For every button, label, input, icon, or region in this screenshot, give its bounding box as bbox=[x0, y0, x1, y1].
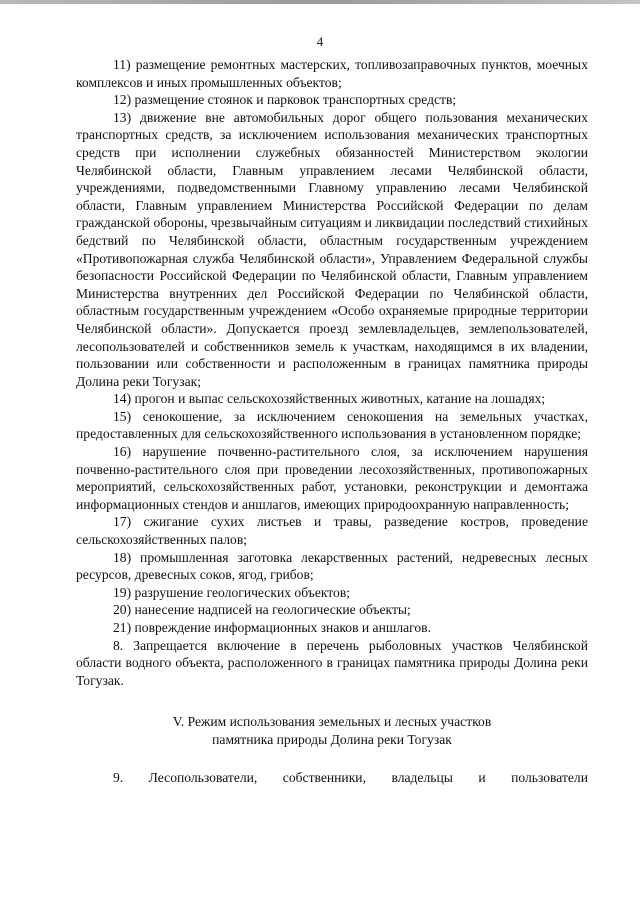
scan-top-edge bbox=[0, 0, 640, 4]
document-body bbox=[76, 56, 588, 786]
list-item-15: 15) сенокошение, за исключением сенокошения на земельных участках, предоставленных для сельскохозяйственного использования в установленном порядке; bbox=[76, 408, 588, 442]
list-item-20: 20) нанесение надписей на геологические объекты; bbox=[113, 602, 411, 618]
list-item-11: 11) размещение ремонтных мастерских, топливозаправочных пунктов, моечных комплексов и иных промышленных объектов; bbox=[76, 57, 588, 90]
list-item-13: 13) движение вне автомобильных дорог общего пользования механических транспортных средств, за исключением использования механических транспортных средств при исполнении служебных обязанностей Министерством экологии Челябинской области, Главным управлением лесами Челябинской области, учреждениями, подведомственными Главному управлению лесами Челябинской области, Главным управлением Министерства Российской Федерации по делам гражданской обороны, чрезвычайным ситуациям и ликвидации последствий стихийных бедствий по Челябинской области, областным государственным учреждением «Противопожарная служба Челябинской области», Управлением Федеральной службы безопасности Российской Федерации по Челябинской области, Главным управлением Министерства внутренних дел Российской Федерации по Челябинской области, областным государственным учреждением «Особо охраняемые природные территории Челябинской области». Допускается проезд землевладельцев, землепользователей, лесопользователей и собственников земель к участкам, находящимся в их владении, пользовании или собственности и расположенным в границах памятника природы Долина реки Тогузак; bbox=[76, 109, 588, 389]
clause-9: 9. Лесопользователи, собственники, владельцы и пользователи bbox=[113, 769, 588, 785]
section-heading-line-2: памятника природы Долина реки Тогузак bbox=[212, 731, 452, 747]
list-item-14: 14) прогон и выпас сельскохозяйственных животных, катание на лошадях; bbox=[113, 391, 546, 407]
section-heading bbox=[76, 713, 588, 748]
list-item-17: 17) сжигание сухих листьев и травы, разведение костров, проведение сельскохозяйственных палов; bbox=[76, 514, 588, 548]
section-heading-line-1: V. Режим использования земельных и лесных участков bbox=[172, 714, 492, 730]
list-item-16: 16) нарушение почвенно-растительного слоя, за исключением нарушения почвенно-растительного слоя при проведении лесохозяйственных, противопожарных мероприятий, сельскохозяйственных работ, установки, реконструкции и демонтажа информационных стендов и аншлагов, имеющих природоохранную направленность; bbox=[76, 444, 588, 512]
list-item-12: 12) размещение стоянок и парковок транспортных средств; bbox=[113, 92, 457, 108]
clause-8: 8. Запрещается включение в перечень рыболовных участков Челябинской области водного объекта, расположенного в границах памятника природы Долина реки Тогузак. bbox=[76, 637, 588, 688]
list-item-18: 18) промышленная заготовка лекарственных растений, недревесных лесных ресурсов, древесных соков, ягод, грибов; bbox=[76, 549, 588, 583]
list-item-21: 21) повреждение информационных знаков и аншлагов. bbox=[113, 620, 431, 635]
list-item-19: 19) разрушение геологических объектов; bbox=[113, 584, 351, 600]
page-number: 4 bbox=[316, 34, 324, 49]
